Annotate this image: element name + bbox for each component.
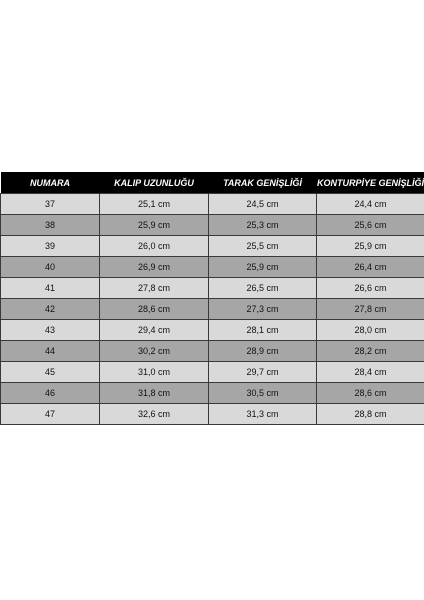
cell-contour-width: 26,4 cm	[317, 257, 424, 278]
cell-size: 42	[1, 299, 100, 320]
cell-contour-width: 24,4 cm	[317, 194, 424, 215]
table-row	[1, 215, 424, 236]
table-row	[1, 404, 424, 425]
cell-size: 44	[1, 341, 100, 362]
cell-size: 43	[1, 320, 100, 341]
cell-last-length: 31,0 cm	[100, 362, 209, 383]
cell-contour-width: 28,4 cm	[317, 362, 424, 383]
cell-contour-width: 28,8 cm	[317, 404, 424, 425]
cell-comb-width: 27,3 cm	[209, 299, 317, 320]
cell-comb-width: 26,5 cm	[209, 278, 317, 299]
cell-contour-width: 28,0 cm	[317, 320, 424, 341]
cell-comb-width: 28,1 cm	[209, 320, 317, 341]
table-row	[1, 257, 424, 278]
size-chart-table	[0, 172, 424, 425]
cell-last-length: 30,2 cm	[100, 341, 209, 362]
cell-last-length: 25,9 cm	[100, 215, 209, 236]
table-row	[1, 383, 424, 404]
cell-comb-width: 30,5 cm	[209, 383, 317, 404]
header-kalip-uzunlugu: KALIP UZUNLUĞU	[100, 172, 209, 194]
cell-size: 37	[1, 194, 100, 215]
cell-size: 39	[1, 236, 100, 257]
cell-last-length: 25,1 cm	[100, 194, 209, 215]
cell-last-length: 29,4 cm	[100, 320, 209, 341]
cell-size: 38	[1, 215, 100, 236]
table-row	[1, 278, 424, 299]
table-row	[1, 320, 424, 341]
header-konturpiye-genisligi: KONTURPİYE GENİŞLİĞİ	[317, 172, 424, 194]
cell-last-length: 28,6 cm	[100, 299, 209, 320]
cell-size: 40	[1, 257, 100, 278]
cell-last-length: 26,0 cm	[100, 236, 209, 257]
cell-contour-width: 28,6 cm	[317, 383, 424, 404]
cell-comb-width: 24,5 cm	[209, 194, 317, 215]
cell-size: 46	[1, 383, 100, 404]
cell-comb-width: 28,9 cm	[209, 341, 317, 362]
cell-contour-width: 27,8 cm	[317, 299, 424, 320]
table-row	[1, 341, 424, 362]
cell-contour-width: 25,6 cm	[317, 215, 424, 236]
cell-comb-width: 25,5 cm	[209, 236, 317, 257]
cell-last-length: 31,8 cm	[100, 383, 209, 404]
cell-comb-width: 25,9 cm	[209, 257, 317, 278]
cell-comb-width: 31,3 cm	[209, 404, 317, 425]
cell-contour-width: 28,2 cm	[317, 341, 424, 362]
table-row	[1, 194, 424, 215]
table-row	[1, 299, 424, 320]
cell-size: 45	[1, 362, 100, 383]
cell-size: 41	[1, 278, 100, 299]
cell-comb-width: 25,3 cm	[209, 215, 317, 236]
cell-last-length: 27,8 cm	[100, 278, 209, 299]
table-row	[1, 236, 424, 257]
cell-contour-width: 26,6 cm	[317, 278, 424, 299]
header-tarak-genisligi: TARAK GENİŞLİĞİ	[209, 172, 317, 194]
header-numara: NUMARA	[1, 172, 100, 194]
cell-comb-width: 29,7 cm	[209, 362, 317, 383]
cell-contour-width: 25,9 cm	[317, 236, 424, 257]
cell-last-length: 26,9 cm	[100, 257, 209, 278]
cell-last-length: 32,6 cm	[100, 404, 209, 425]
table-header-row	[1, 172, 424, 194]
table-row	[1, 362, 424, 383]
cell-size: 47	[1, 404, 100, 425]
